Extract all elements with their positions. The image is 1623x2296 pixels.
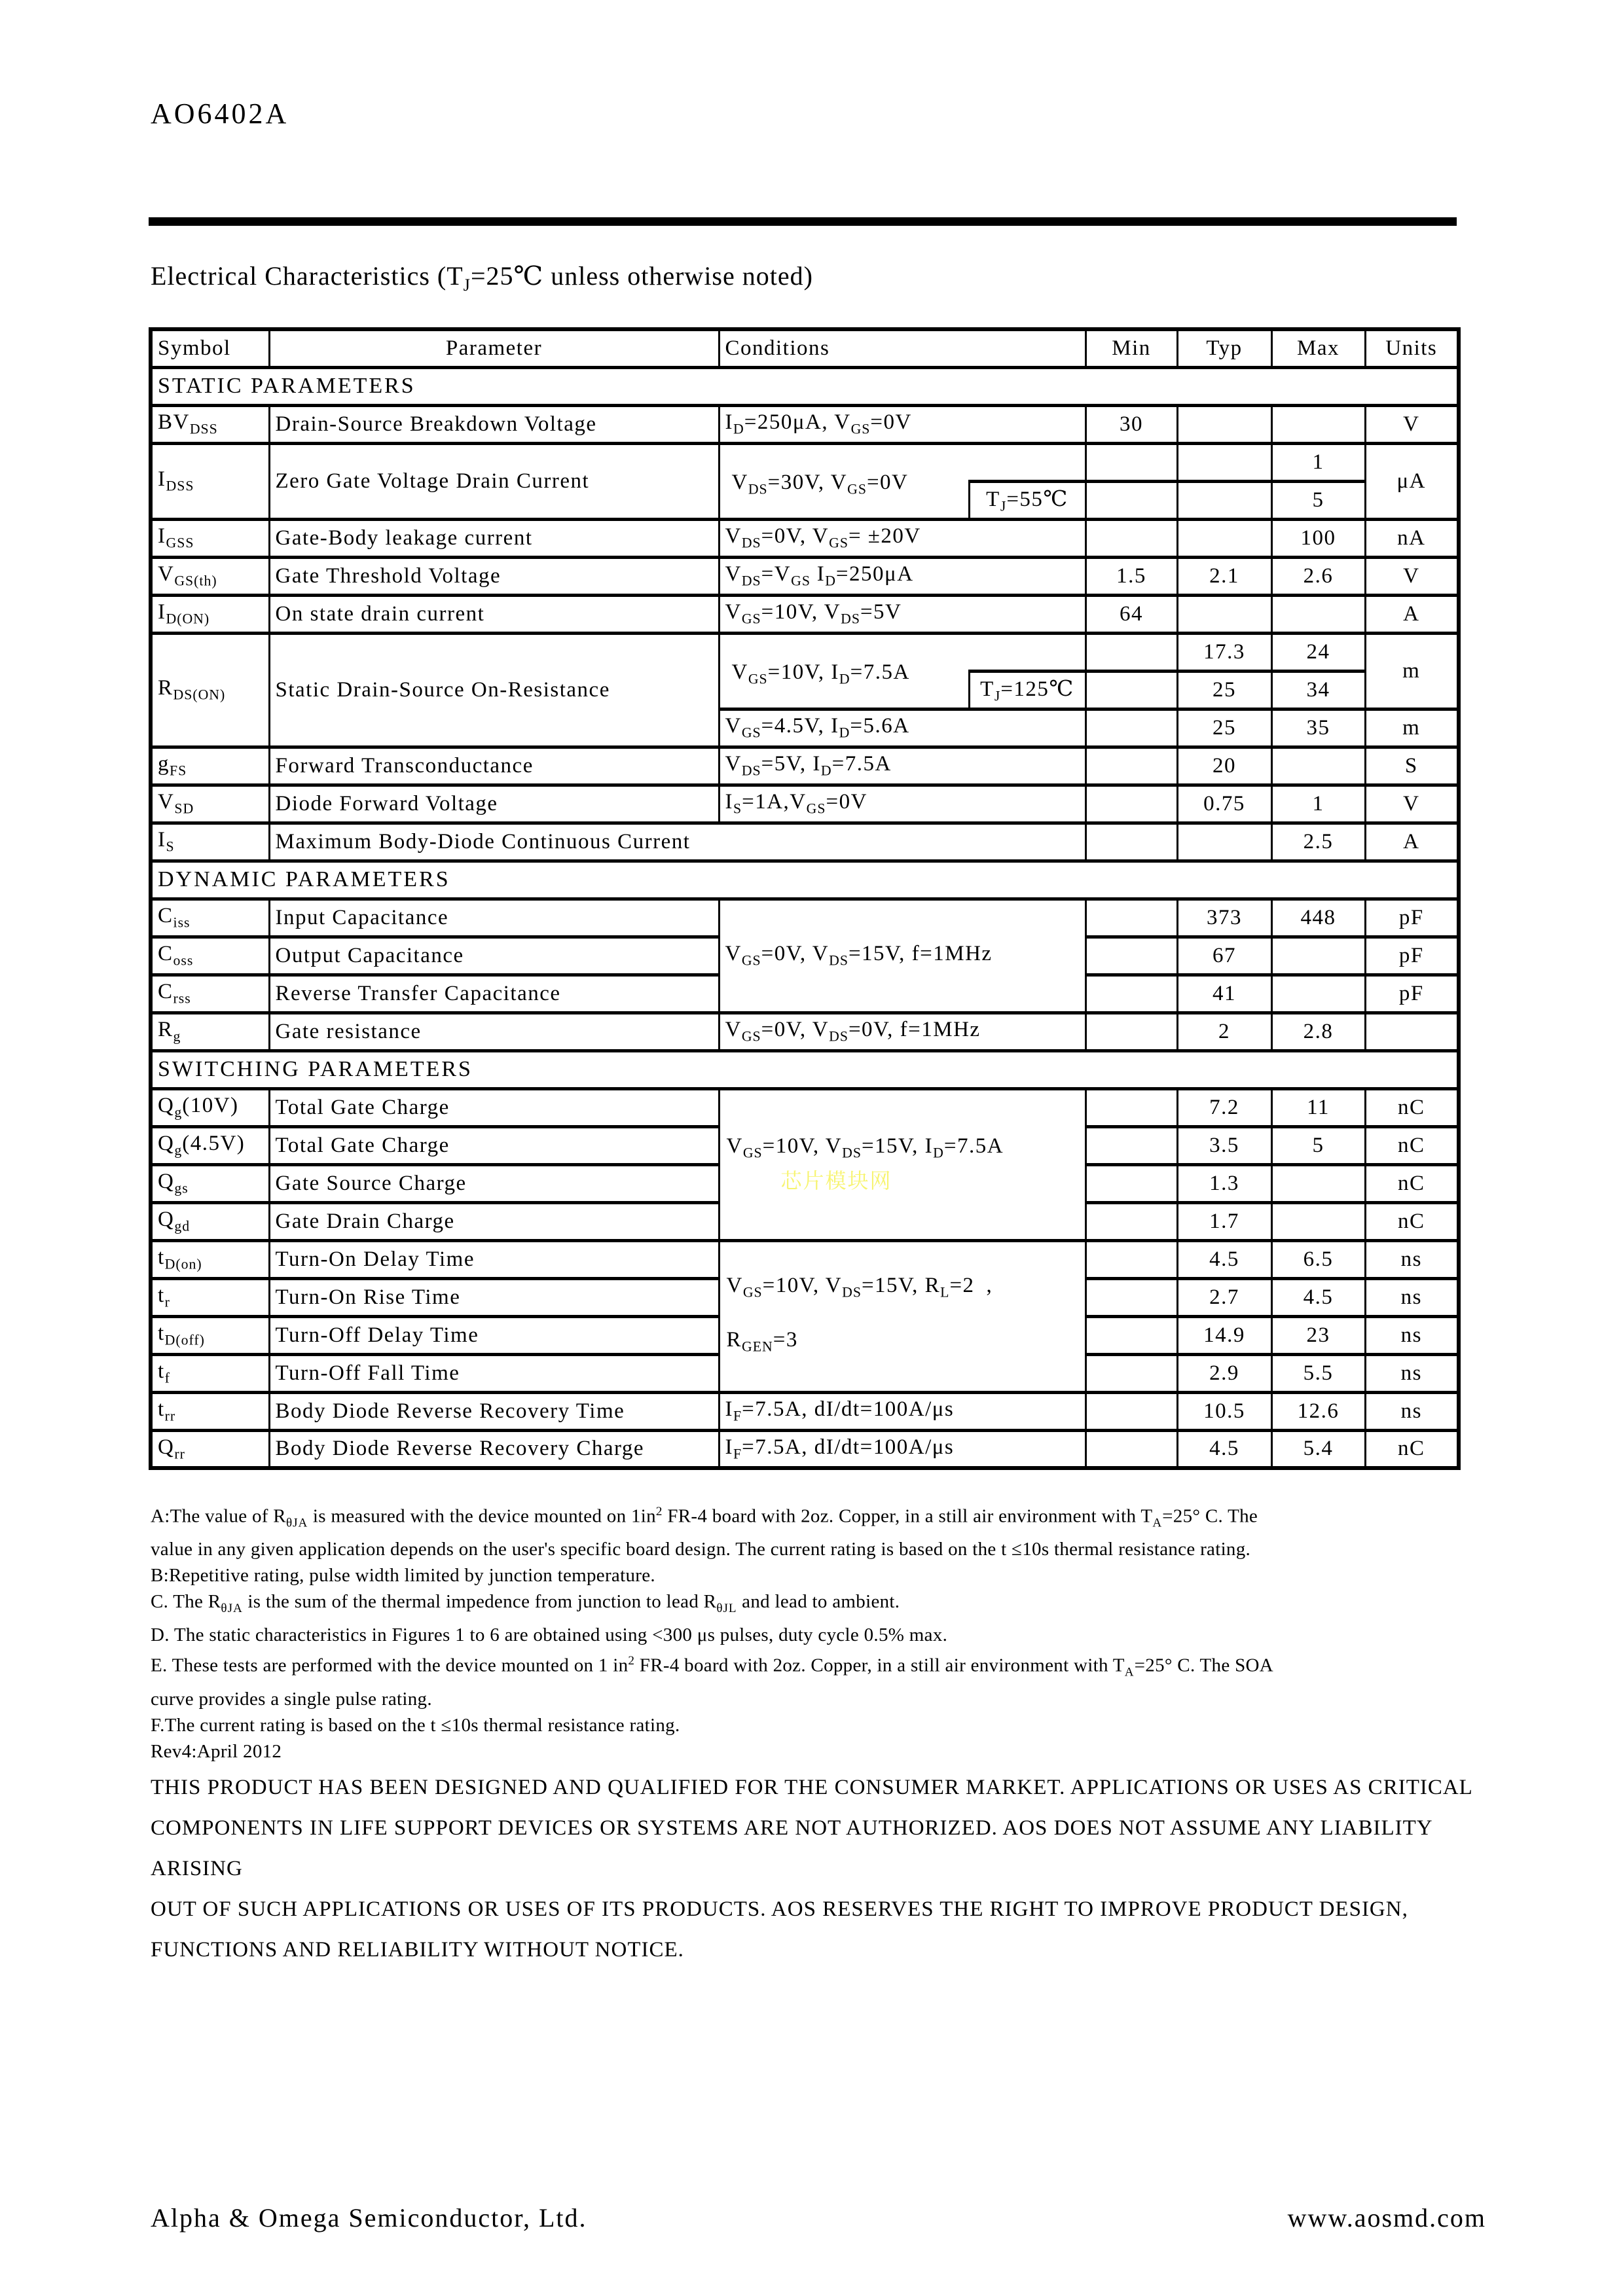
cell-units: [1365, 1013, 1459, 1050]
cell-max: 11: [1271, 1088, 1365, 1126]
cell-units: nA: [1365, 519, 1459, 557]
cell-conditions: $V_{GS}=0V$, $V_{DS}=0V$, f=1MHz: [719, 1013, 1085, 1050]
table-row-ciss: [151, 899, 1459, 937]
cell-max: 12.6: [1271, 1392, 1365, 1430]
watermark: 芯片模块网: [780, 1168, 892, 1193]
cell-typ: 2.9: [1177, 1354, 1271, 1392]
empty-cell: [1085, 1164, 1177, 1202]
cell-max: 5: [1271, 1126, 1365, 1164]
empty-cell: [1085, 937, 1177, 975]
col-header-min: Min: [1085, 329, 1177, 367]
cell-conditions: $I_F=7.5A$, dI/dt=100A/μs: [719, 1392, 1085, 1430]
cell-units: pF: [1365, 899, 1459, 937]
cell-units: m: [1365, 633, 1459, 709]
disclaimer-block: [151, 1767, 1480, 1970]
cell-symbol: $V_{GS(th)}$: [151, 557, 269, 595]
table-row-qrr: [151, 1430, 1459, 1468]
cell-units: S: [1365, 747, 1459, 785]
table-row-tdon: [151, 1240, 1459, 1278]
cell-max: 5.4: [1271, 1430, 1365, 1468]
cell-typ: 2.1: [1177, 557, 1271, 595]
cell-units: ns: [1365, 1354, 1459, 1392]
header-rule: [149, 217, 1457, 226]
empty-cell: [1271, 595, 1365, 633]
empty-cell: [1085, 443, 1177, 481]
cell-max: 5.5: [1271, 1354, 1365, 1392]
cell-units: nC: [1365, 1088, 1459, 1126]
cell-max: 23: [1271, 1316, 1365, 1354]
cell-typ: 4.5: [1177, 1240, 1271, 1278]
cell-max: 100: [1271, 519, 1365, 557]
cell-symbol: $t_{D(off)}$: [151, 1316, 269, 1354]
table-row-is: [151, 823, 1459, 861]
table-row-trr: [151, 1392, 1459, 1430]
cell-max: 5: [1271, 481, 1365, 519]
table-row-igss: [151, 519, 1459, 557]
cell-typ: 3.5: [1177, 1126, 1271, 1164]
cell-conditions: $V_{DS}=V_{GS}$ $I_D=250\mu A$: [719, 557, 1085, 595]
part-number: AO6402A: [151, 98, 289, 130]
cell-parameter: Gate Drain Charge: [269, 1202, 719, 1240]
footnote-line: C. The $R_{\theta JA}$ is the sum of the thermal impedence from junction to lead $R_{\theta JL}$ and lead to ambient.: [151, 1591, 900, 1616]
page-title: Electrical Characteristics ($T_J=25℃$ unless otherwise noted): [151, 261, 813, 295]
cell-max: 34: [1271, 671, 1365, 709]
disclaimer-line: COMPONENTS IN LIFE SUPPORT DEVICES OR SYSTEMS ARE NOT AUTHORIZED. AOS DOES NOT ASSUME ANY LIABILITY ARISING: [151, 1816, 1432, 1880]
cell-max: 35: [1271, 709, 1365, 747]
table-row-rdson: [151, 633, 1459, 671]
cell-symbol: $V_{SD}$: [151, 785, 269, 823]
cell-typ: 1.7: [1177, 1202, 1271, 1240]
cell-conditions: $V_{GS}=4.5V$, $I_D=5.6A$: [719, 709, 1085, 747]
empty-cell: [1085, 1088, 1177, 1126]
cell-typ: 2: [1177, 1013, 1271, 1050]
cell-conditions-shared: [719, 1240, 1085, 1392]
cell-units: A: [1365, 595, 1459, 633]
cell-typ: 14.9: [1177, 1316, 1271, 1354]
table-row-qg10: [151, 1088, 1459, 1126]
cell-units: ns: [1365, 1278, 1459, 1316]
cell-min: 30: [1085, 405, 1177, 443]
footer-website: www.aosmd.com: [1287, 2203, 1486, 2233]
cell-parameter: Gate Source Charge: [269, 1164, 719, 1202]
subcondition-text: $T_J=55℃$: [986, 487, 1068, 514]
cell-conditions: [719, 633, 1085, 709]
cell-symbol: $t_{rr}$: [151, 1392, 269, 1430]
table-row-vgsth: [151, 557, 1459, 595]
table-row-rg: [151, 1013, 1459, 1050]
cell-symbol: $R_g$: [151, 1013, 269, 1050]
cell-typ: 20: [1177, 747, 1271, 785]
cell-conditions-shared: [719, 1088, 1085, 1240]
cell-typ: 1.3: [1177, 1164, 1271, 1202]
cell-parameter: On state drain current: [269, 595, 719, 633]
empty-cell: [1085, 1354, 1177, 1392]
cell-typ: 41: [1177, 975, 1271, 1013]
cell-symbol: $I_{D(ON)}$: [151, 595, 269, 633]
disclaimer-line: OUT OF SUCH APPLICATIONS OR USES OF ITS PRODUCTS. AOS RESERVES THE RIGHT TO IMPROVE PRODUCT DESIGN,: [151, 1897, 1408, 1921]
cell-symbol: $Q_g(10V)$: [151, 1088, 269, 1126]
cell-parameter: Turn-On Delay Time: [269, 1240, 719, 1278]
cell-conditions: $I_D=250\mu A$, $V_{GS}=0V$: [719, 405, 1085, 443]
footnote-line: F.The current rating is based on the t ≤10s thermal resistance rating.: [151, 1714, 680, 1736]
empty-cell: [1177, 823, 1271, 861]
cell-units: nC: [1365, 1430, 1459, 1468]
footnote-line: D. The static characteristics in Figures 1 to 6 are obtained using <300 μs pulses, duty cycle 0.5% max.: [151, 1624, 948, 1646]
col-header-typ: Typ: [1177, 329, 1271, 367]
cell-units: pF: [1365, 937, 1459, 975]
empty-cell: [1085, 1240, 1177, 1278]
cell-parameter: Input Capacitance: [269, 899, 719, 937]
section-title-switching: SWITCHING PARAMETERS: [151, 1050, 1459, 1088]
table-header-row: [151, 329, 1459, 367]
cell-conditions: $V_{DS}=5V$, $I_D=7.5A$: [719, 747, 1085, 785]
cell-typ: 4.5: [1177, 1430, 1271, 1468]
cell-typ: 0.75: [1177, 785, 1271, 823]
cell-symbol: $Q_{gs}$: [151, 1164, 269, 1202]
section-row-static: [151, 367, 1459, 405]
cell-conditions: $V_{GS}=10V$, $V_{DS}=5V$: [719, 595, 1085, 633]
cell-typ: 17.3: [1177, 633, 1271, 671]
empty-cell: [1085, 1278, 1177, 1316]
footnotes-block: [151, 1499, 1467, 1765]
cell-parameter: Forward Transconductance: [269, 747, 719, 785]
footer-company: Alpha & Omega Semiconductor, Ltd.: [151, 2203, 587, 2233]
cell-typ: 25: [1177, 709, 1271, 747]
subcondition-box: [968, 670, 1085, 708]
cell-typ: 25: [1177, 671, 1271, 709]
empty-cell: [1177, 519, 1271, 557]
empty-cell: [1177, 481, 1271, 519]
table-row-gfs: [151, 747, 1459, 785]
empty-cell: [1177, 595, 1271, 633]
col-header-conditions: Conditions: [719, 329, 1085, 367]
cell-symbol: $Q_{rr}$: [151, 1430, 269, 1468]
cell-parameter: Gate-Body leakage current: [269, 519, 719, 557]
table-row-bvdss: [151, 405, 1459, 443]
condition-text: $V_{GS}=10V$, $I_D=7.5A$: [731, 660, 910, 687]
footnote-line: A:The value of $R_{\theta JA}$ is measured with the device mounted on $1in^2$ FR-4 board with 2oz. Copper, in a still air environment with $T_A=25^\circ$ C. The: [151, 1505, 1258, 1530]
cell-parameter: Zero Gate Voltage Drain Current: [269, 443, 719, 519]
condition-text: $V_{GS}=10V$, $V_{DS}=15V$, $I_D=7.5A$: [726, 1134, 1004, 1161]
cell-symbol: $Q_{gd}$: [151, 1202, 269, 1240]
col-header-symbol: Symbol: [151, 329, 269, 367]
cell-symbol: $I_S$: [151, 823, 269, 861]
cell-max: 4.5: [1271, 1278, 1365, 1316]
empty-cell: [1271, 1202, 1365, 1240]
section-row-dynamic: [151, 861, 1459, 899]
empty-cell: [1085, 481, 1177, 519]
cell-units: ns: [1365, 1240, 1459, 1278]
condition-text: $V_{GS}=10V$, $V_{DS}=15V$, $R_L=2$ ,: [726, 1274, 993, 1300]
cell-units: V: [1365, 557, 1459, 595]
empty-cell: [1085, 709, 1177, 747]
cell-units: V: [1365, 785, 1459, 823]
empty-cell: [1271, 937, 1365, 975]
cell-units: μA: [1365, 443, 1459, 519]
cell-units: ns: [1365, 1392, 1459, 1430]
electrical-characteristics-table: [149, 327, 1461, 1470]
cell-min: 1.5: [1085, 557, 1177, 595]
cell-parameter: Output Capacitance: [269, 937, 719, 975]
cell-symbol: $BV_{DSS}$: [151, 405, 269, 443]
cell-parameter: Diode Forward Voltage: [269, 785, 719, 823]
cell-symbol: $C_{iss}$: [151, 899, 269, 937]
cell-max: 2.6: [1271, 557, 1365, 595]
cell-typ: 7.2: [1177, 1088, 1271, 1126]
revision-note: Rev4:April 2012: [151, 1740, 282, 1762]
empty-cell: [1085, 975, 1177, 1013]
cell-typ: 67: [1177, 937, 1271, 975]
cell-units: pF: [1365, 975, 1459, 1013]
section-title-dynamic: DYNAMIC PARAMETERS: [151, 861, 1459, 899]
condition-text: $V_{DS}=30V$, $V_{GS}=0V$: [731, 471, 909, 497]
empty-cell: [1085, 1392, 1177, 1430]
cell-conditions-shared: $V_{GS}=0V$, $V_{DS}=15V$, f=1MHz: [719, 899, 1085, 1013]
empty-cell: [1177, 405, 1271, 443]
cell-parameter: Turn-Off Delay Time: [269, 1316, 719, 1354]
condition-text: $R_{GEN}=3$: [726, 1328, 798, 1355]
cell-units: nC: [1365, 1126, 1459, 1164]
cell-symbol: $C_{rss}$: [151, 975, 269, 1013]
empty-cell: [1085, 1126, 1177, 1164]
cell-conditions: $I_F=7.5A$, dI/dt=100A/μs: [719, 1430, 1085, 1468]
cell-max: 1: [1271, 443, 1365, 481]
cell-symbol: $g_{FS}$: [151, 747, 269, 785]
cell-symbol: $R_{DS(ON)}$: [151, 633, 269, 747]
table-row-idon: [151, 595, 1459, 633]
cell-max: 6.5: [1271, 1240, 1365, 1278]
cell-parameter: Total Gate Charge: [269, 1088, 719, 1126]
disclaimer-line: THIS PRODUCT HAS BEEN DESIGNED AND QUALIFIED FOR THE CONSUMER MARKET. APPLICATIONS OR USES AS CRITICAL: [151, 1776, 1473, 1799]
disclaimer-line: FUNCTIONS AND RELIABILITY WITHOUT NOTICE.: [151, 1938, 684, 1962]
cell-max: 2.8: [1271, 1013, 1365, 1050]
cell-conditions: [719, 443, 1085, 519]
cell-parameter: Turn-Off Fall Time: [269, 1354, 719, 1392]
cell-parameter: Maximum Body-Diode Continuous Current: [269, 823, 1085, 861]
cell-units: m: [1365, 709, 1459, 747]
empty-cell: [1085, 1316, 1177, 1354]
cell-parameter: Static Drain-Source On-Resistance: [269, 633, 719, 747]
cell-parameter: Body Diode Reverse Recovery Time: [269, 1392, 719, 1430]
cell-parameter: Drain-Source Breakdown Voltage: [269, 405, 719, 443]
cell-max: 2.5: [1271, 823, 1365, 861]
cell-symbol: $I_{DSS}$: [151, 443, 269, 519]
empty-cell: [1085, 747, 1177, 785]
cell-units: V: [1365, 405, 1459, 443]
empty-cell: [1271, 405, 1365, 443]
cell-max: 448: [1271, 899, 1365, 937]
subcondition-box: [968, 480, 1085, 518]
cell-units: ns: [1365, 1316, 1459, 1354]
cell-typ: 373: [1177, 899, 1271, 937]
cell-parameter: Total Gate Charge: [269, 1126, 719, 1164]
cell-parameter: Gate resistance: [269, 1013, 719, 1050]
footnote-line: curve provides a single pulse rating.: [151, 1688, 432, 1710]
cell-parameter: Gate Threshold Voltage: [269, 557, 719, 595]
cell-symbol: $t_r$: [151, 1278, 269, 1316]
cell-typ: 2.7: [1177, 1278, 1271, 1316]
cell-min: 64: [1085, 595, 1177, 633]
footnote-line: E. These tests are performed with the device mounted on 1 $in^2$ FR-4 board with 2oz. Copper, in a still air environment with $T_A=25^\circ$ C. The SOA: [151, 1654, 1273, 1679]
cell-units: nC: [1365, 1164, 1459, 1202]
cell-symbol: $t_{D(on)}$: [151, 1240, 269, 1278]
empty-cell: [1085, 671, 1177, 709]
cell-max: 24: [1271, 633, 1365, 671]
col-header-parameter: Parameter: [269, 329, 719, 367]
empty-cell: [1085, 1013, 1177, 1050]
empty-cell: [1271, 975, 1365, 1013]
cell-units: nC: [1365, 1202, 1459, 1240]
cell-symbol: $C_{oss}$: [151, 937, 269, 975]
empty-cell: [1271, 1164, 1365, 1202]
footnote-line: B:Repetitive rating, pulse width limited by junction temperature.: [151, 1565, 655, 1587]
cell-parameter: Body Diode Reverse Recovery Charge: [269, 1430, 719, 1468]
cell-max: 1: [1271, 785, 1365, 823]
cell-symbol: $Q_g(4.5V)$: [151, 1126, 269, 1164]
empty-cell: [1085, 785, 1177, 823]
empty-cell: [1271, 747, 1365, 785]
cell-parameter: Turn-On Rise Time: [269, 1278, 719, 1316]
section-row-switching: [151, 1050, 1459, 1088]
col-header-units: Units: [1365, 329, 1459, 367]
empty-cell: [1085, 1430, 1177, 1468]
section-title-static: STATIC PARAMETERS: [151, 367, 1459, 405]
cell-symbol: $I_{GSS}$: [151, 519, 269, 557]
empty-cell: [1085, 899, 1177, 937]
cell-conditions: $I_S=1A,V_{GS}=0V$: [719, 785, 1085, 823]
cell-parameter: Reverse Transfer Capacitance: [269, 975, 719, 1013]
empty-cell: [1085, 823, 1177, 861]
empty-cell: [1085, 1202, 1177, 1240]
cell-typ: 10.5: [1177, 1392, 1271, 1430]
col-header-max: Max: [1271, 329, 1365, 367]
table-row-idss: [151, 443, 1459, 481]
cell-units: A: [1365, 823, 1459, 861]
footnote-line: value in any given application depends on the user's specific board design. The current rating is based on the t ≤10s thermal resistance rating.: [151, 1539, 1251, 1560]
empty-cell: [1085, 633, 1177, 671]
empty-cell: [1085, 519, 1177, 557]
cell-conditions: $V_{DS}=0V$, $V_{GS}= \pm 20V$: [719, 519, 1085, 557]
table-row-vsd: [151, 785, 1459, 823]
empty-cell: [1177, 443, 1271, 481]
cell-symbol: $t_f$: [151, 1354, 269, 1392]
subcondition-text: $T_J=125℃$: [980, 677, 1074, 704]
